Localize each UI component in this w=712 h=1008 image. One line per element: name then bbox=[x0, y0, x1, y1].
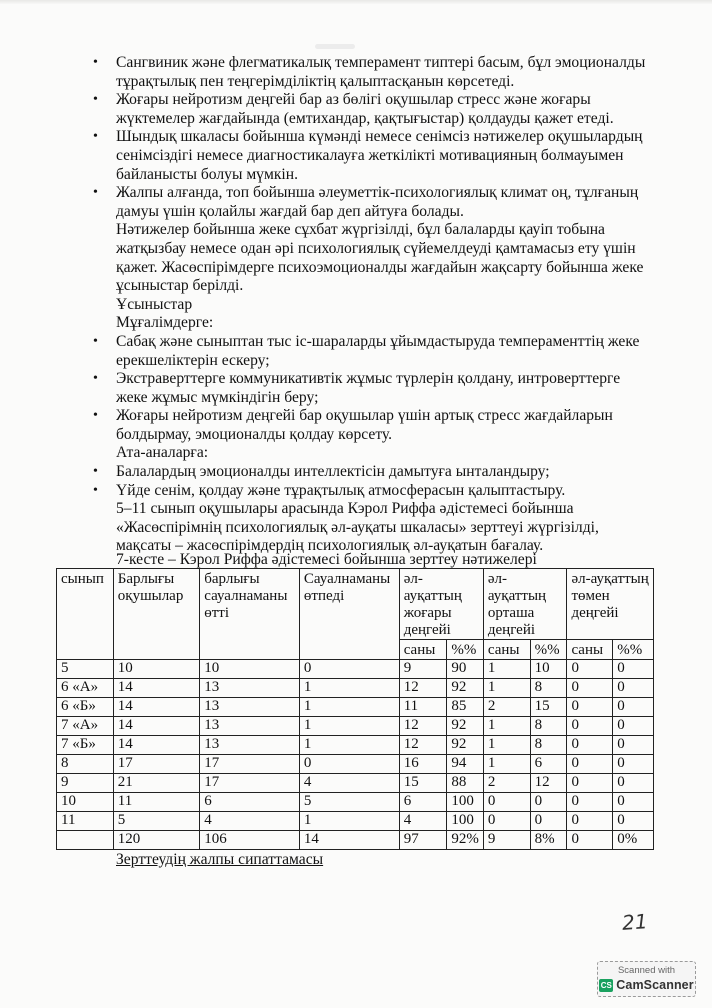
cell-total: 120 bbox=[113, 831, 199, 850]
cell-notdone: 4 bbox=[299, 774, 399, 793]
cell-mid-n: 1 bbox=[483, 660, 530, 679]
cell-mid-n: 1 bbox=[483, 755, 530, 774]
cell-high-p: 92 bbox=[447, 736, 484, 755]
cell-mid-p: 0 bbox=[530, 812, 567, 831]
table-row bbox=[57, 717, 654, 736]
cell-notdone: 5 bbox=[299, 793, 399, 812]
cell-mid-n: 0 bbox=[483, 812, 530, 831]
cell-done: 13 bbox=[200, 736, 300, 755]
page-number: 21 bbox=[621, 909, 649, 935]
cell-done: 13 bbox=[200, 679, 300, 698]
watermark-caption: Scanned with bbox=[617, 965, 676, 976]
table-row bbox=[57, 736, 654, 755]
cell-low-p: 0 bbox=[613, 736, 654, 755]
cell-done: 106 bbox=[200, 831, 300, 850]
bullet-item: • Шындық шкаласы бойынша күмәнді немесе сенімсіз нәтижелер оқушылардың сенімсіздігі немесе диагностикалауға жеткілікті мотивацияның болмауымен байланысты болуы мүмкін. bbox=[90, 128, 650, 184]
cell-mid-p: 12 bbox=[530, 774, 567, 793]
cell-high-p: 100 bbox=[447, 812, 484, 831]
cell-mid-p: 15 bbox=[530, 698, 567, 717]
cell-low-n: 0 bbox=[567, 812, 613, 831]
cell-high-p: 94 bbox=[447, 755, 484, 774]
cell-notdone: 1 bbox=[299, 679, 399, 698]
cell-low-n: 0 bbox=[567, 679, 613, 698]
subheader-count: саны bbox=[567, 640, 613, 660]
bullet-item: • Сангвиник және флегматикалық темперамент типтері басым, бұл эмоционалды тұрақтылық пен теңгерімділіктің қалыптасқанын көрсетеді. bbox=[90, 54, 650, 91]
header-medium-level: әл-ауқаттың орташа деңгейі bbox=[483, 569, 567, 640]
cell-high-n: 12 bbox=[399, 736, 447, 755]
cell-mid-p: 6 bbox=[530, 755, 567, 774]
cell-mid-n: 1 bbox=[483, 679, 530, 698]
cell-total: 21 bbox=[113, 774, 199, 793]
scan-smudge bbox=[315, 44, 355, 49]
cell-class: 5 bbox=[57, 660, 114, 679]
header-high-level: әл-ауқаттың жоғары деңгейі bbox=[399, 569, 483, 640]
cell-mid-n: 2 bbox=[483, 774, 530, 793]
cell-total: 14 bbox=[113, 736, 199, 755]
cell-notdone: 0 bbox=[299, 755, 399, 774]
cell-high-p: 88 bbox=[447, 774, 484, 793]
cell-mid-n: 0 bbox=[483, 793, 530, 812]
cell-high-n: 6 bbox=[399, 793, 447, 812]
cell-class: 9 bbox=[57, 774, 114, 793]
cell-low-n: 0 bbox=[567, 831, 613, 850]
cell-high-p: 92 bbox=[447, 717, 484, 736]
cell-done: 17 bbox=[200, 774, 300, 793]
cell-low-n: 0 bbox=[567, 755, 613, 774]
cell-low-n: 0 bbox=[567, 698, 613, 717]
cell-high-p: 100 bbox=[447, 793, 484, 812]
cell-high-p: 92 bbox=[447, 679, 484, 698]
cell-low-p: 0 bbox=[613, 660, 654, 679]
cell-low-n: 0 bbox=[567, 660, 613, 679]
table-caption: 7-кесте – Кэрол Риффа әдістемесі бойынша зерттеу нәтижелері bbox=[116, 551, 537, 568]
table-row bbox=[57, 660, 654, 679]
subheader-percent: %% bbox=[613, 640, 654, 660]
header-class: сынып bbox=[57, 569, 114, 660]
bullet-item: • Үйде сенім, қолдау және тұрақтылық атмосферасын қалыптастыру. bbox=[90, 482, 650, 501]
cell-high-n: 97 bbox=[399, 831, 447, 850]
subheader-count: саны bbox=[483, 640, 530, 660]
table-row bbox=[57, 679, 654, 698]
cell-mid-p: 8 bbox=[530, 717, 567, 736]
general-description-heading: Зерттеудің жалпы сипаттамасы bbox=[116, 851, 324, 868]
cell-done: 13 bbox=[200, 698, 300, 717]
table-body bbox=[57, 660, 654, 850]
subheader-percent: %% bbox=[447, 640, 484, 660]
cell-total: 14 bbox=[113, 717, 199, 736]
cell-notdone: 14 bbox=[299, 831, 399, 850]
cell-high-p: 85 bbox=[447, 698, 484, 717]
table-header-row bbox=[57, 569, 654, 640]
header-completed: барлығы сауалнаманы өтті bbox=[200, 569, 300, 660]
cell-total: 17 bbox=[113, 755, 199, 774]
cell-class: 11 bbox=[57, 812, 114, 831]
subheader-percent: %% bbox=[530, 640, 567, 660]
cell-notdone: 1 bbox=[299, 717, 399, 736]
parents-heading: Ата-аналарға: bbox=[116, 444, 209, 462]
subheader-count: саны bbox=[399, 640, 447, 660]
header-not-completed: Сауалнаманы өтпеді bbox=[299, 569, 399, 660]
cell-high-p: 92% bbox=[447, 831, 484, 850]
cell-total: 14 bbox=[113, 679, 199, 698]
cell-high-p: 90 bbox=[447, 660, 484, 679]
cell-mid-p: 8 bbox=[530, 736, 567, 755]
cell-high-n: 12 bbox=[399, 679, 447, 698]
table-row bbox=[57, 831, 654, 850]
camscanner-logo-icon: CS bbox=[600, 980, 612, 990]
cell-low-p: 0 bbox=[613, 812, 654, 831]
results-paragraph: Нәтижелер бойынша жеке сұхбат жүргізілді, бұл балаларды қауіп тобына жатқызбау немесе одан әрі психологиялық сүйемелдеуді қамтамасыз ету үшін қажет. Жасөспірімдерге психоэмоционалды жағдайын жақсарту бойынша жеке ұсыныстар берілді. bbox=[116, 221, 644, 295]
cell-low-p: 0% bbox=[613, 831, 654, 850]
cell-high-n: 15 bbox=[399, 774, 447, 793]
results-table bbox=[56, 568, 654, 850]
cell-low-n: 0 bbox=[567, 793, 613, 812]
cell-total: 11 bbox=[113, 793, 199, 812]
bullet-item: • Экстраверттерге коммуникативтік жұмыс түрлерін қолдану, интроверттерге жеке жұмыс мүмкіндігін беру; bbox=[90, 370, 650, 407]
camscanner-watermark bbox=[597, 961, 696, 997]
cell-class bbox=[57, 831, 114, 850]
cell-mid-n: 1 bbox=[483, 717, 530, 736]
cell-low-n: 0 bbox=[567, 717, 613, 736]
cell-high-n: 9 bbox=[399, 660, 447, 679]
cell-class: 7 «А» bbox=[57, 717, 114, 736]
cell-notdone: 0 bbox=[299, 660, 399, 679]
cell-notdone: 1 bbox=[299, 812, 399, 831]
table-row bbox=[57, 793, 654, 812]
cell-total: 5 bbox=[113, 812, 199, 831]
cell-low-n: 0 bbox=[567, 774, 613, 793]
teachers-heading: Мұғалімдерге: bbox=[116, 314, 214, 332]
cell-high-n: 16 bbox=[399, 755, 447, 774]
cell-total: 10 bbox=[113, 660, 199, 679]
cell-high-n: 12 bbox=[399, 717, 447, 736]
cell-mid-p: 0 bbox=[530, 793, 567, 812]
table-row bbox=[57, 774, 654, 793]
cell-mid-p: 8% bbox=[530, 831, 567, 850]
cell-low-p: 0 bbox=[613, 679, 654, 698]
body-text bbox=[90, 54, 650, 556]
cell-mid-n: 9 bbox=[483, 831, 530, 850]
bullet-item: • Балалардың эмоционалды интеллектісін дамытуға ынталандыру; bbox=[90, 463, 650, 482]
cell-high-n: 4 bbox=[399, 812, 447, 831]
cell-low-n: 0 bbox=[567, 736, 613, 755]
bullet-item: • Жалпы алғанда, топ бойынша әлеуметтік-психологиялық климат оң, тұлғаның дамуы үшін қолайлы жағдай бар деп айтуға болады. bbox=[90, 184, 650, 221]
cell-done: 6 bbox=[200, 793, 300, 812]
table-row bbox=[57, 812, 654, 831]
cell-class: 6 «А» bbox=[57, 679, 114, 698]
cell-done: 10 bbox=[200, 660, 300, 679]
bullet-item: • Сабақ және сыныптан тыс іс-шараларды ұйымдастыруда темпераменттің жеке ерекшеліктерін ескеру; bbox=[90, 333, 650, 370]
cell-low-p: 0 bbox=[613, 793, 654, 812]
bullet-item: • Жоғары нейротизм деңгейі бар оқушылар үшін артық стресс жағдайларын болдырмау, эмоционалды қолдау көрсету. bbox=[90, 407, 650, 444]
cell-low-p: 0 bbox=[613, 755, 654, 774]
cell-class: 7 «Б» bbox=[57, 736, 114, 755]
study-paragraph: 5–11 сынып оқушылары арасында Кэрол Риффа әдістемесі бойынша «Жасөспірімнің психологиялық әл-ауқаты шкаласы» зерттеуі жүргізілді, мақсаты – жасөспірімдердің психологиялық әл-ауқатын бағалау. bbox=[116, 500, 599, 555]
cell-mid-n: 1 bbox=[483, 736, 530, 755]
watermark-brand: CamScanner bbox=[616, 978, 694, 992]
cell-notdone: 1 bbox=[299, 736, 399, 755]
bullet-item: • Жоғары нейротизм деңгейі бар аз бөлігі оқушылар стресс және жоғары жүктемелер жағдайында (емтихандар, қақтығыстар) қолдауды қажет етеді. bbox=[90, 91, 650, 128]
table-row bbox=[57, 755, 654, 774]
cell-mid-p: 8 bbox=[530, 679, 567, 698]
cell-low-p: 0 bbox=[613, 717, 654, 736]
cell-mid-n: 2 bbox=[483, 698, 530, 717]
cell-mid-p: 10 bbox=[530, 660, 567, 679]
cell-class: 8 bbox=[57, 755, 114, 774]
header-total-students: Барлығы оқушылар bbox=[113, 569, 199, 660]
scan-edge bbox=[0, 0, 712, 4]
cell-done: 17 bbox=[200, 755, 300, 774]
header-low-level: әл-ауқаттың төмен деңгейі bbox=[567, 569, 654, 640]
cell-total: 14 bbox=[113, 698, 199, 717]
cell-done: 4 bbox=[200, 812, 300, 831]
cell-done: 13 bbox=[200, 717, 300, 736]
cell-low-p: 0 bbox=[613, 774, 654, 793]
cell-low-p: 0 bbox=[613, 698, 654, 717]
cell-high-n: 11 bbox=[399, 698, 447, 717]
cell-class: 10 bbox=[57, 793, 114, 812]
table-row bbox=[57, 698, 654, 717]
recommendations-heading: Ұсыныстар bbox=[116, 295, 193, 313]
cell-notdone: 1 bbox=[299, 698, 399, 717]
cell-class: 6 «Б» bbox=[57, 698, 114, 717]
